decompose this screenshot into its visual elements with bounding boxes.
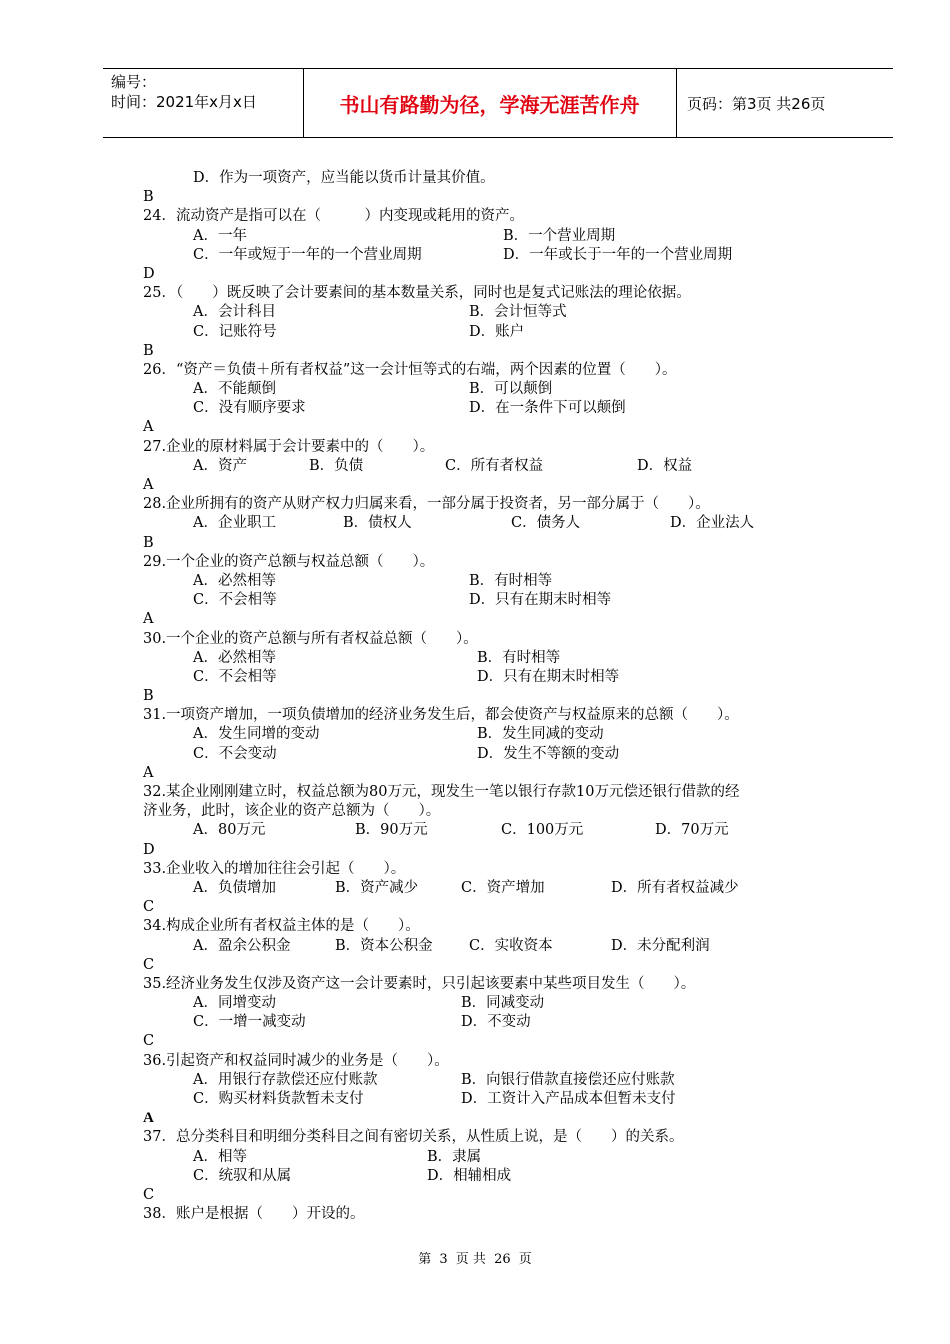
options-row: [143, 668, 863, 687]
option-text: C．实收资本: [469, 937, 553, 954]
option-text: B．可以颠倒: [469, 381, 553, 398]
option-text: D．只有在期末时相等: [469, 592, 612, 609]
options-row: [143, 1071, 863, 1090]
options-row: [143, 227, 863, 246]
answer-key: C: [143, 899, 155, 916]
option-text: C．购买材料货款暂未支付: [193, 1091, 364, 1107]
option-text: A．用银行存款偿还应付账款: [193, 1071, 378, 1088]
option-text: A．资产: [193, 457, 247, 474]
option-text: C．不会变动: [193, 745, 277, 762]
answer-key: A: [143, 1110, 154, 1127]
question-text: 34.构成企业所有者权益主体的是（ ）。: [143, 918, 420, 935]
footer-page: 3: [439, 1252, 448, 1267]
option-text: A．发生同增的变动: [193, 726, 320, 743]
answer-key: B: [143, 189, 154, 206]
option-text: B．负债: [309, 457, 364, 474]
options-row: [143, 745, 863, 764]
question-text: 30.一个企业的资产总额与所有者权益总额（ ）。: [143, 630, 478, 647]
option-text: D．所有者权益减少: [611, 879, 739, 896]
option-text: D．在一条件下可以颠倒: [469, 400, 626, 417]
options-row: [143, 1167, 863, 1186]
question-text: 37．总分类科目和明细分类科目之间有密切关系，从性质上说，是（ ）的关系。: [143, 1129, 684, 1146]
header-left: [111, 72, 257, 112]
option-text: C．100万元: [501, 822, 584, 839]
answer-key: B: [143, 688, 154, 705]
option-text: A．相等: [193, 1148, 247, 1165]
option-text: C．债务人: [511, 515, 581, 532]
question-list: [143, 169, 863, 1224]
answer-key: D: [143, 265, 155, 282]
options-row: [143, 380, 863, 399]
question-text: 36.引起资产和权益同时减少的业务是（ ）。: [143, 1052, 449, 1069]
option-text: D．工资计入产品成本但暂未支付: [461, 1091, 676, 1107]
option-text: D．只有在期末时相等: [477, 668, 620, 685]
option-text: B．向银行借款直接偿还应付账款: [461, 1071, 675, 1088]
page-footer: [0, 1248, 950, 1267]
options-row: [143, 1090, 863, 1109]
time-label: 时间：2021年x月x日: [111, 93, 257, 111]
options-row: [143, 169, 863, 188]
option-text: C．统驭和从属: [193, 1167, 292, 1184]
option-text: D．账户: [469, 323, 525, 340]
option-text: D．企业法人: [670, 515, 755, 532]
option-text: A．同增变动: [193, 995, 276, 1012]
option-text: B．有时相等: [477, 649, 561, 666]
option-text: B．有时相等: [469, 572, 553, 589]
option-text: C．不会相等: [193, 668, 277, 685]
options-row: [143, 399, 863, 418]
page-header: [103, 68, 893, 138]
options-row: [143, 994, 863, 1013]
option-text: D．相辅相成: [427, 1167, 512, 1184]
option-text: A．一年: [193, 227, 247, 244]
answer-key: A: [143, 477, 154, 493]
footer-mid: 页 共: [455, 1252, 486, 1267]
question-text: 29.一个企业的资产总额与权益总额（ ）。: [143, 553, 435, 570]
number-label: 编号：: [111, 73, 157, 91]
option-text: A．必然相等: [193, 649, 276, 666]
question-text: 31.一项资产增加，一项负债增加的经济业务发生后，都会使资产与权益原来的总额（ ）。: [143, 707, 739, 724]
option-text: B．资本公积金: [335, 937, 433, 954]
question-text: 26．“资产＝负债＋所有者权益”这一会计恒等式的右端，两个因素的位置（ ）。: [143, 361, 677, 378]
motto: 书山有路勤为径，学海无涯苦作舟: [339, 92, 640, 117]
header-divider: [676, 69, 677, 137]
question-text: 35.经济业务发生仅涉及资产这一会计要素时，只引起该要素中某些项目发生（ ）。: [143, 975, 696, 992]
options-row: [143, 303, 863, 322]
answer-key: B: [143, 534, 154, 551]
options-row: [143, 649, 863, 668]
option-text: B．会计恒等式: [469, 304, 567, 321]
option-text: A．80万元: [193, 822, 266, 839]
option-text: D．作为一项资产，应当能以货币计量其价值。: [193, 170, 495, 186]
question-text: 24．流动资产是指可以在（ ）内变现或耗用的资产。: [143, 208, 524, 225]
options-row: [143, 879, 863, 898]
options-row: [143, 246, 863, 265]
option-text: C．一增一减变动: [193, 1014, 306, 1031]
question-text: 济业务，此时，该企业的资产总额为（ ）。: [143, 803, 441, 820]
options-row: [143, 821, 863, 840]
option-text: C．没有顺序要求: [193, 400, 306, 417]
page-indicator: 页码：第3页 共26页: [687, 95, 826, 113]
answer-key: A: [143, 764, 154, 781]
option-text: A．盈余公积金: [193, 937, 291, 954]
option-text: B．发生同减的变动: [477, 726, 604, 743]
answer-key: B: [143, 342, 154, 359]
option-text: D．70万元: [655, 822, 729, 839]
question-text: 38．账户是根据（ ）开设的。: [143, 1206, 365, 1223]
footer-total: 26: [494, 1252, 511, 1267]
options-row: [143, 514, 863, 533]
answer-key: C: [143, 1186, 155, 1203]
option-text: A．会计科目: [193, 304, 276, 321]
option-text: B．同减变动: [461, 995, 545, 1012]
options-row: [143, 937, 863, 956]
options-row: [143, 591, 863, 610]
options-row: [143, 323, 863, 342]
question-text: 27.企业的原材料属于会计要素中的（ ）。: [143, 438, 435, 455]
option-text: D．未分配利润: [611, 937, 710, 954]
answer-key: C: [143, 1033, 155, 1050]
answer-key: C: [143, 956, 155, 973]
option-text: A．企业职工: [193, 515, 276, 532]
question-text: 33.企业收入的增加往往会引起（ ）。: [143, 860, 406, 877]
footer-prefix: 第: [418, 1252, 432, 1267]
option-text: B．一个营业周期: [503, 227, 616, 244]
answer-key: A: [143, 611, 154, 628]
option-text: B．90万元: [355, 822, 428, 839]
option-text: D．不变动: [461, 1014, 531, 1031]
option-text: A．不能颠倒: [193, 381, 276, 398]
footer-suffix: 页: [518, 1252, 532, 1267]
option-text: C．不会相等: [193, 592, 277, 609]
question-text: 25．（ ）既反映了会计要素间的基本数量关系，同时也是复式记账法的理论依据。: [143, 285, 691, 302]
options-row: [143, 725, 863, 744]
option-text: B．资产减少: [335, 879, 419, 896]
option-text: B．债权人: [343, 515, 412, 532]
options-row: [143, 1013, 863, 1032]
option-text: C．记账符号: [193, 323, 277, 340]
options-row: [143, 572, 863, 591]
option-text: D．权益: [637, 457, 693, 474]
option-text: C．一年或短于一年的一个营业周期: [193, 246, 422, 263]
option-text: A．负债增加: [193, 879, 276, 896]
option-text: D．发生不等额的变动: [477, 745, 620, 762]
answer-key: A: [143, 419, 154, 436]
option-text: A．必然相等: [193, 572, 276, 589]
answer-key: D: [143, 841, 155, 858]
question-text: 32.某企业刚刚建立时，权益总额为80万元，现发生一笔以银行存款10万元偿还银行借款的经: [143, 784, 740, 800]
option-text: B．隶属: [427, 1148, 482, 1165]
option-text: C．资产增加: [461, 879, 545, 896]
options-row: [143, 457, 863, 476]
question-text: 28.企业所拥有的资产从财产权力归属来看，一部分属于投资者，另一部分属于（ ）。: [143, 496, 710, 513]
options-row: [143, 1148, 863, 1167]
option-text: C．所有者权益: [445, 457, 544, 474]
option-text: D．一年或长于一年的一个营业周期: [503, 246, 733, 263]
